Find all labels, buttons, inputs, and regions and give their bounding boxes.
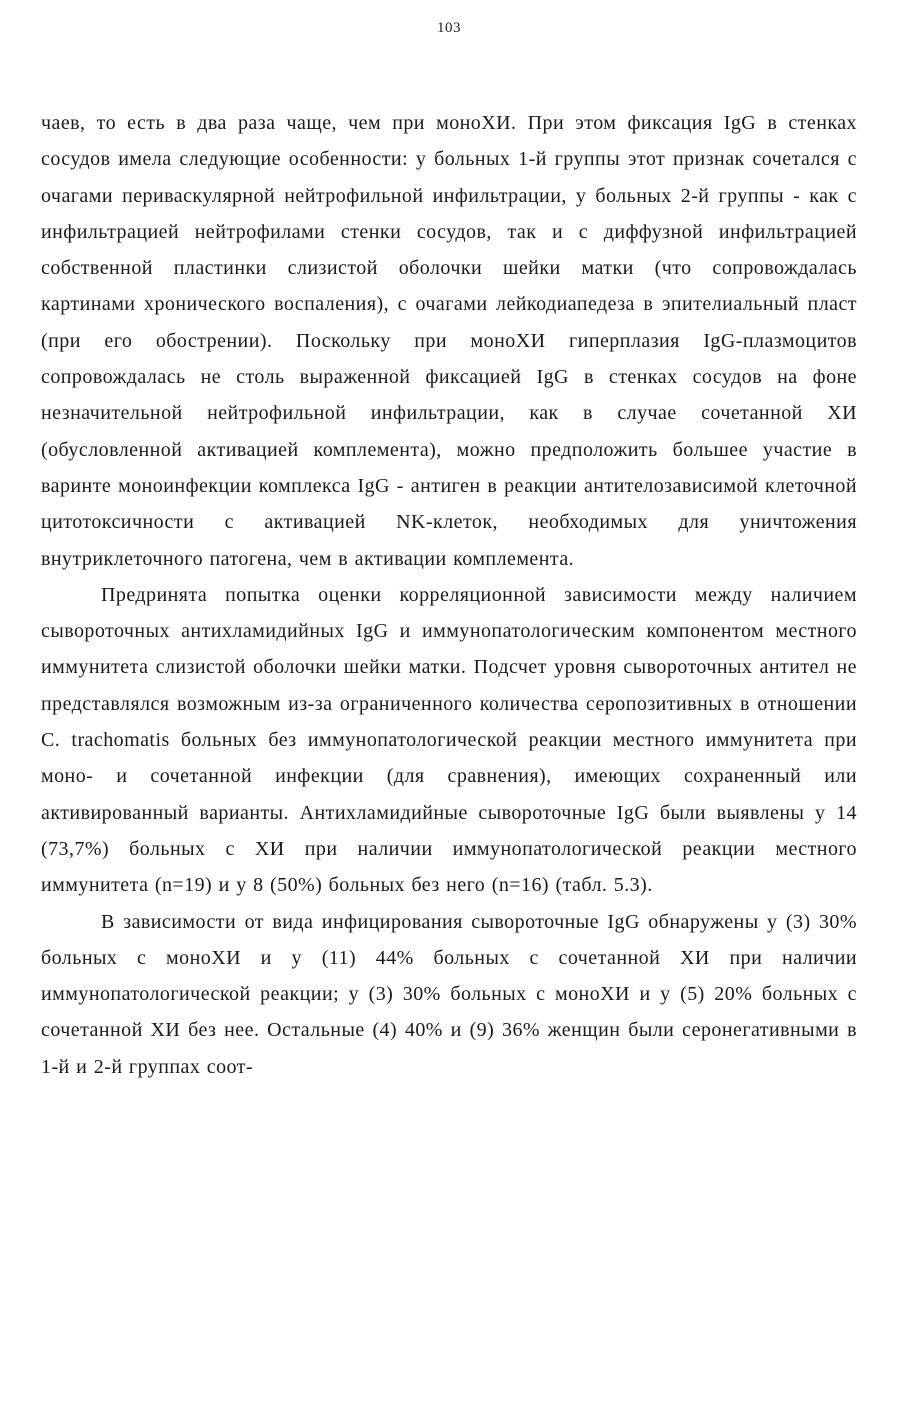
paragraph-correlation: Предринята попытка оценки корреляционной зависимости между наличием сывороточных антихламидийных IgG и иммунопатологическим компонентом местного иммунитета слизистой оболочки шейки матки. Подсчет уровня сывороточных антител не представлялся возможным из-за ограниченного количества серопозитивных в отношении C. trachomatis больных без иммунопатологической реакции местного иммунитета при моно- и сочетанной инфекции (для сравнения), имеющих сохраненный или активированный варианты. Антихламидийные сывороточные IgG были выявлены у 14 (73,7%) больных с ХИ при наличии иммунопатологической реакции местного иммунитета (n=19) и у 8 (50%) больных без него (n=16) (табл. 5.3). bbox=[41, 583, 857, 897]
paragraph-infection-type: В зависимости от вида инфицирования сывороточные IgG обнаружены у (3) 30% больных с моноХИ и у (11) 44% больных с сочетанной ХИ при наличии иммунопатологической реакции; у (3) 30% больных с моноХИ и у (5) 20% больных с сочетанной ХИ без нее. Остальные (4) 40% и (9) 36% женщин были серонегативными в 1-й и 2-й группах соот- bbox=[41, 910, 857, 1078]
document-body bbox=[41, 105, 857, 1085]
page-number: 103 bbox=[437, 20, 461, 36]
paragraph-continuation: чаев, то есть в два раза чаще, чем при моноХИ. При этом фиксация IgG в стенках сосудов имела следующие особенности: у больных 1-й группы этот признак сочетался с очагами периваскулярной нейтрофильной инфильтрации, у больных 2-й группы - как с инфильтрацией нейтрофилами стенки сосудов, так и с диффузной инфильтрацией собственной пластинки слизистой оболочки шейки матки (что сопровождалась картинами хронического воспаления), с очагами лейкодиапедеза в эпителиальный пласт (при его обострении). Поскольку при моноХИ гиперплазия IgG-плазмоцитов сопровождалась не столь выраженной фиксацией IgG в стенках сосудов на фоне незначительной нейтрофильной инфильтрации, как в случае сочетанной ХИ (обусловленной активацией комплемента), можно предположить большее участие в варинте моноинфекции комплекса IgG - антиген в реакции антителозависимой клеточной цитотоксичности с активацией NK-клеток, необходимых для уничтожения внутриклеточного патогена, чем в активации комплемента. bbox=[41, 112, 857, 570]
